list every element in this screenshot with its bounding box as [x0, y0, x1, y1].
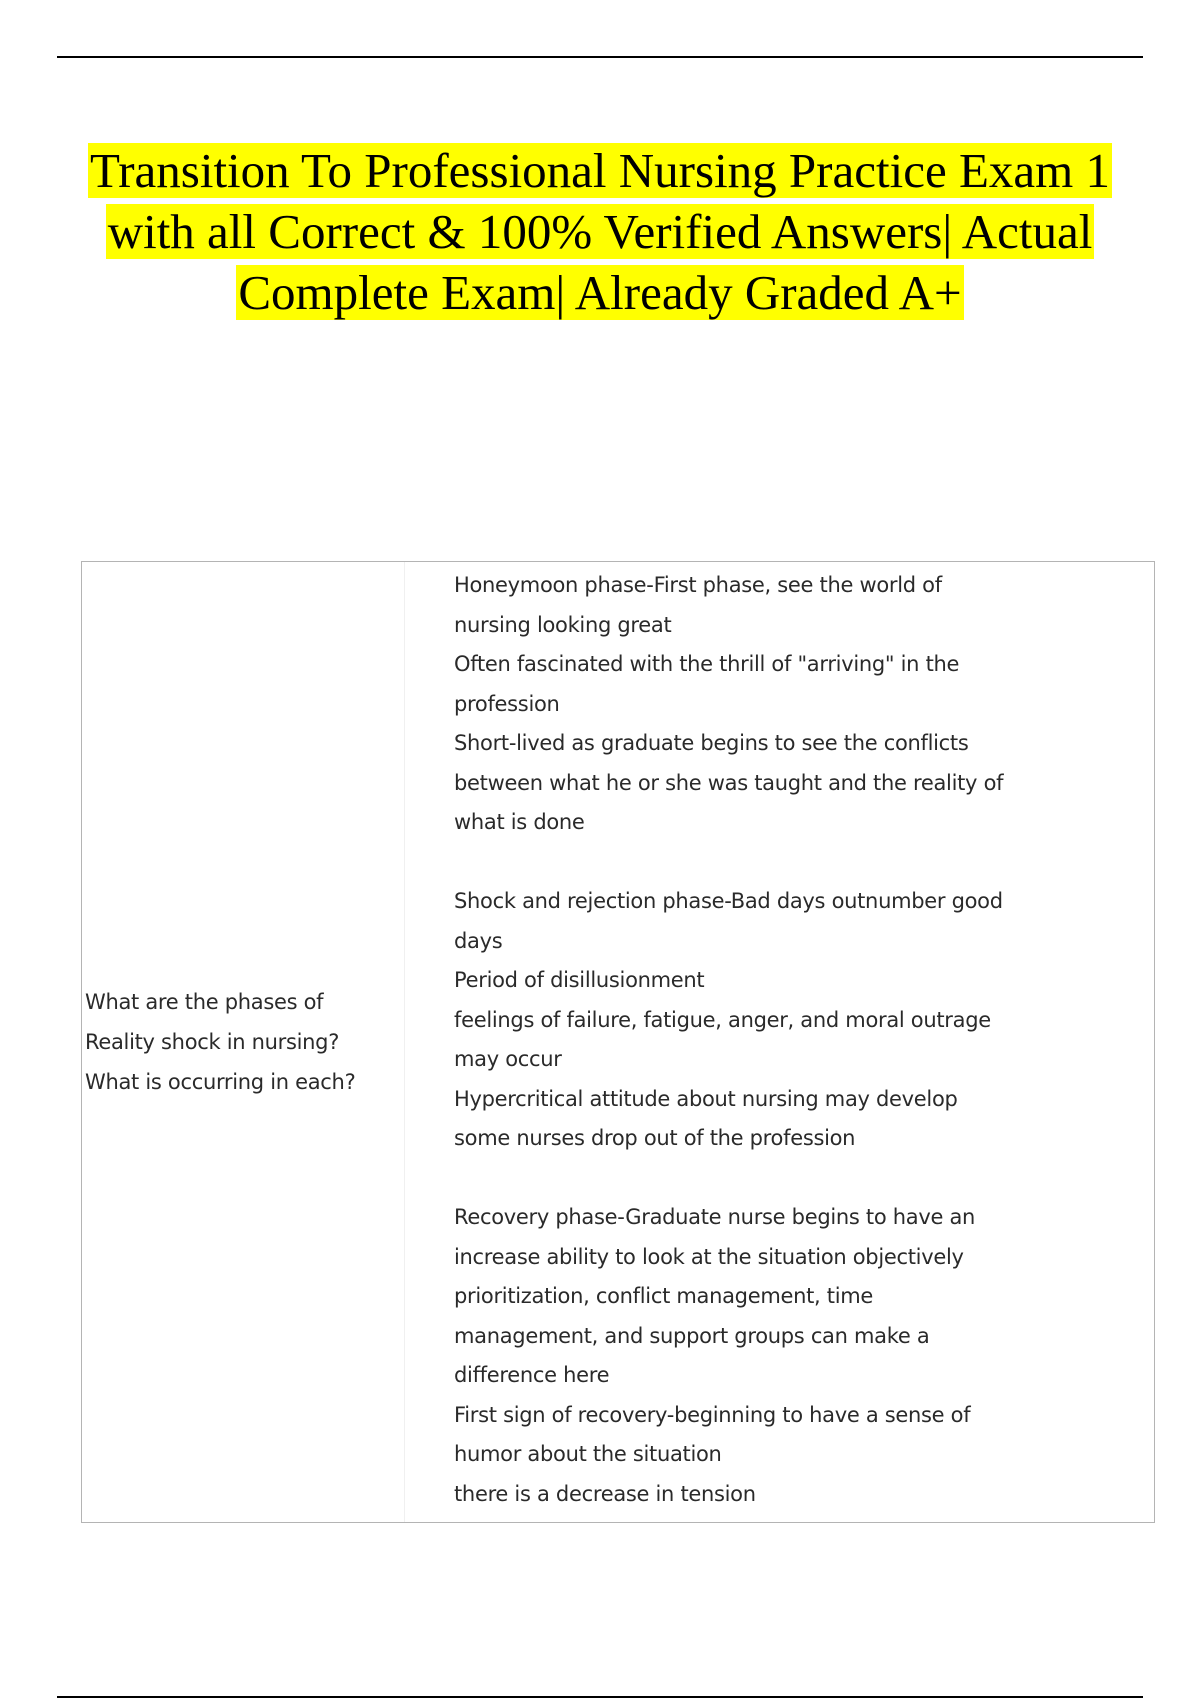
- answer-line: management, and support groups can make a: [454, 1323, 930, 1348]
- answer-line: between what he or she was taught and the reality of: [454, 770, 1004, 795]
- bottom-divider: [57, 1696, 1143, 1698]
- answer-line: profession: [454, 691, 560, 716]
- title-line: with all Correct & 100% Verified Answers| Actual: [107, 204, 1093, 259]
- answer-line: difference here: [454, 1363, 610, 1387]
- answer-line: some nurses drop out of the profession: [454, 1126, 856, 1150]
- question-answer-table: [81, 561, 1155, 1523]
- title-line: Complete Exam| Already Graded A+: [238, 265, 962, 320]
- answer-line: may occur: [454, 1047, 562, 1071]
- answer-line: Period of disillusionment: [454, 968, 705, 992]
- answer-block-honeymoon: [454, 566, 1134, 843]
- question-line: What are the phases of: [85, 990, 324, 1014]
- answer-line: feelings of failure, fatigue, anger, and moral outrage: [454, 1007, 991, 1032]
- question-cell: [82, 562, 405, 1522]
- answer-line: prioritization, conflict management, time: [454, 1284, 874, 1308]
- answer-line: Honeymoon phase-First phase, see the world of: [454, 573, 942, 597]
- answer-cell: [454, 562, 1134, 1514]
- top-divider: [57, 56, 1143, 58]
- question-text: [82, 982, 404, 1102]
- document-title: [40, 140, 1160, 323]
- question-line: What is occurring in each?: [85, 1070, 356, 1094]
- answer-line: what is done: [454, 810, 585, 834]
- answer-block-recovery: [454, 1198, 1134, 1514]
- answer-line: Shock and rejection phase-Bad days outnumber good: [454, 889, 1003, 913]
- answer-line: Often fascinated with the thrill of "arriving" in the: [454, 652, 960, 676]
- answer-line: humor about the situation: [454, 1442, 722, 1466]
- answer-block-shock-rejection: [454, 882, 1134, 1159]
- answer-line: Short-lived as graduate begins to see the conflicts: [454, 731, 969, 755]
- answer-line: increase ability to look at the situation objectively: [454, 1244, 964, 1269]
- answer-line: Recovery phase-Graduate nurse begins to have an: [454, 1205, 976, 1229]
- title-line: Transition To Professional Nursing Practice Exam 1: [89, 143, 1111, 198]
- answer-line: Hypercritical attitude about nursing may develop: [454, 1086, 958, 1111]
- answer-line: days: [454, 928, 503, 953]
- answer-line: there is a decrease in tension: [454, 1481, 756, 1506]
- paragraph-gap: [454, 1159, 1134, 1199]
- answer-line: First sign of recovery-beginning to have a sense of: [454, 1402, 971, 1427]
- paragraph-gap: [454, 843, 1134, 883]
- question-line: Reality shock in nursing?: [85, 1030, 340, 1054]
- answer-line: nursing looking great: [454, 612, 672, 637]
